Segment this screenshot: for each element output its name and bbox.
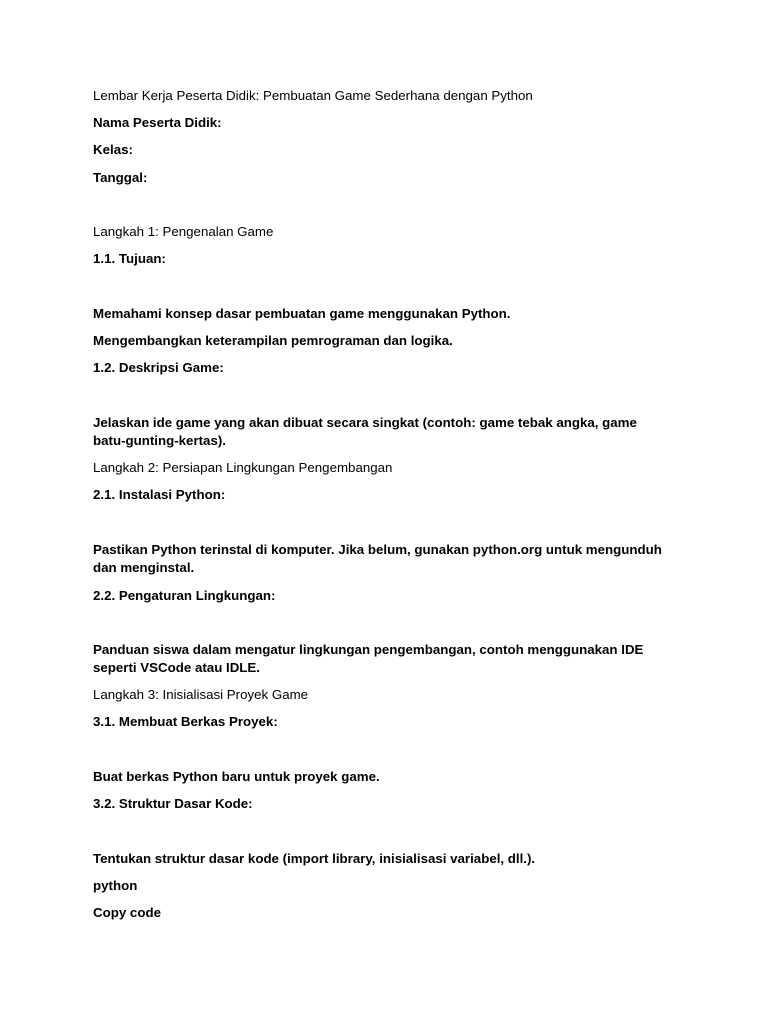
- pengaturan-paragraph: Panduan siswa dalam mengatur lingkungan pengembangan, contoh menggunakan IDE seperti VSCode atau IDLE.: [93, 642, 644, 675]
- deskripsi-paragraph: Jelaskan ide game yang akan dibuat secara singkat (contoh: game tebak angka, game batu-gunting-kertas).: [93, 415, 637, 448]
- berkas-paragraph: Buat berkas Python baru untuk proyek game.: [93, 769, 380, 784]
- tujuan-item-2: Mengembangkan keterampilan pemrograman dan logika.: [93, 333, 453, 348]
- langkah-2-heading: Langkah 2: Persiapan Lingkungan Pengembangan: [93, 460, 393, 475]
- document-title: Lembar Kerja Peserta Didik: Pembuatan Game Sederhana dengan Python: [93, 88, 533, 103]
- tujuan-item-1: Memahami konsep dasar pembuatan game menggunakan Python.: [93, 306, 511, 321]
- copy-code-label: Copy code: [93, 905, 161, 920]
- struktur-paragraph: Tentukan struktur dasar kode (import library, inisialisasi variabel, dll.).: [93, 851, 536, 866]
- section-3-2-heading: 3.2. Struktur Dasar Kode:: [93, 796, 253, 811]
- section-1-1-heading: 1.1. Tujuan:: [93, 251, 166, 266]
- instalasi-paragraph: Pastikan Python terinstal di komputer. Jika belum, gunakan python.org untuk mengunduh dan menginstal.: [93, 542, 662, 575]
- code-language-label: python: [93, 878, 138, 893]
- tanggal-label: Tanggal:: [93, 170, 148, 185]
- section-2-2-heading: 2.2. Pengaturan Lingkungan:: [93, 588, 276, 603]
- langkah-1-heading: Langkah 1: Pengenalan Game: [93, 224, 274, 239]
- nama-label: Nama Peserta Didik:: [93, 115, 222, 130]
- section-3-1-heading: 3.1. Membuat Berkas Proyek:: [93, 714, 278, 729]
- kelas-label: Kelas:: [93, 142, 133, 157]
- section-1-2-heading: 1.2. Deskripsi Game:: [93, 360, 224, 375]
- langkah-3-heading: Langkah 3: Inisialisasi Proyek Game: [93, 687, 309, 702]
- section-2-1-heading: 2.1. Instalasi Python:: [93, 487, 226, 502]
